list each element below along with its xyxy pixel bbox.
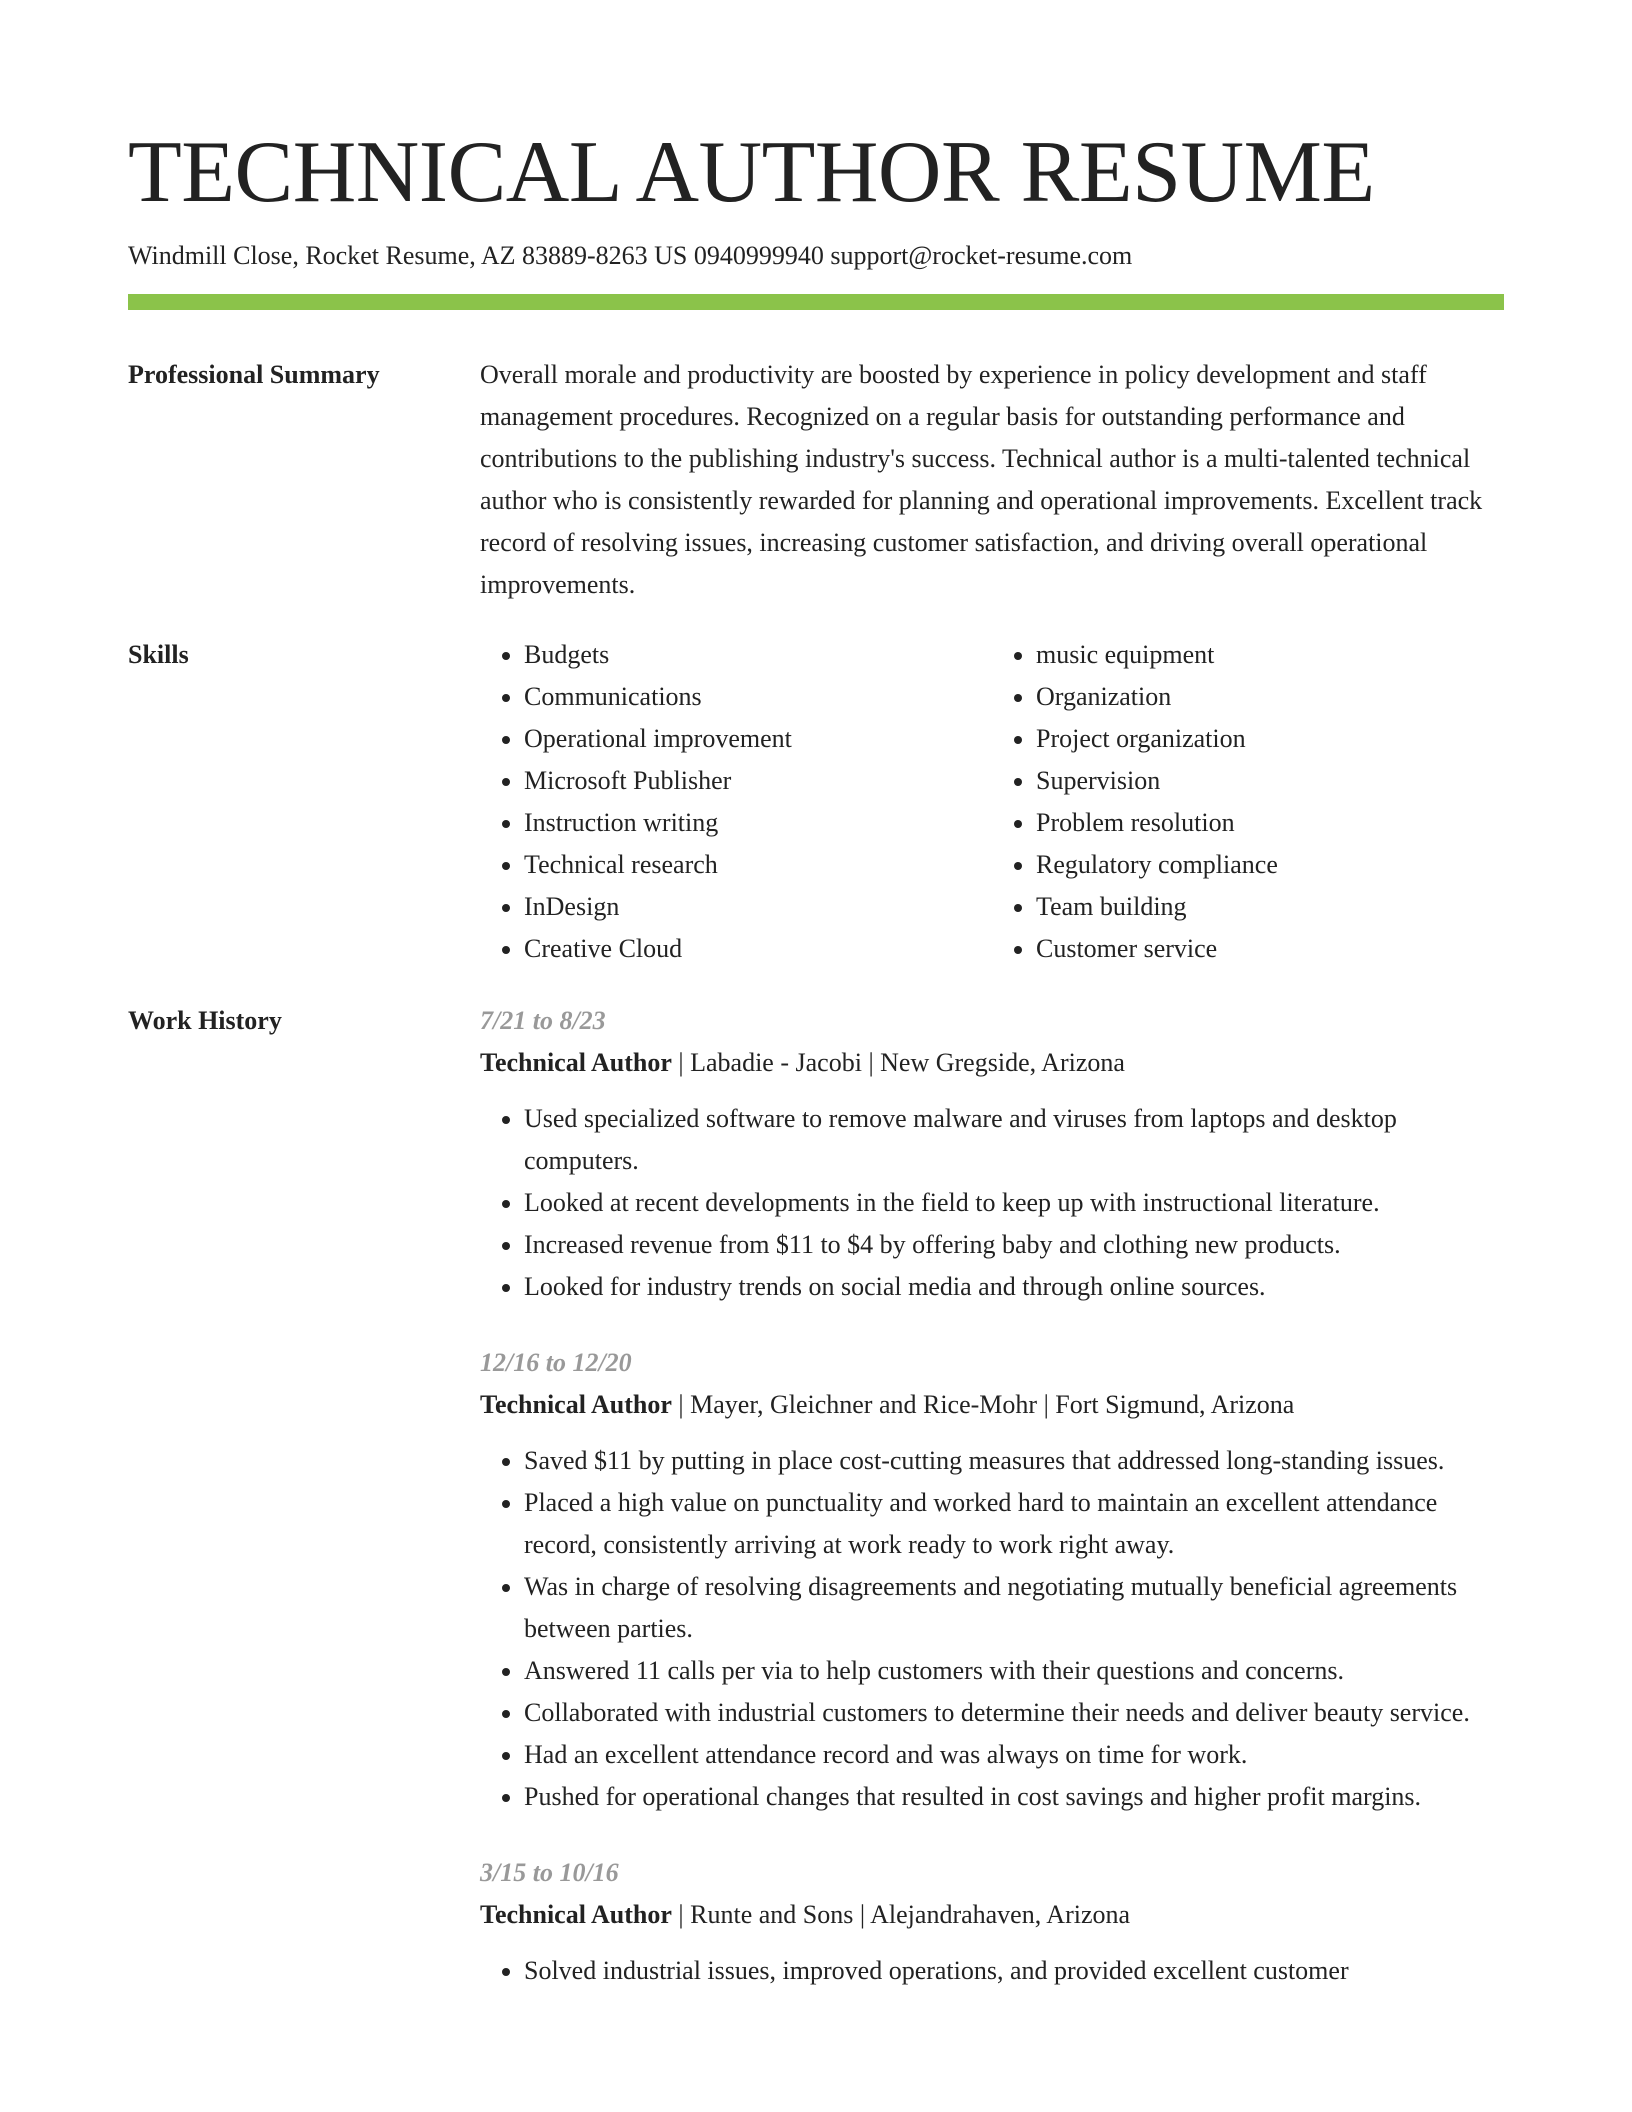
job-title: Technical Author (480, 1390, 672, 1419)
job-dates: 12/16 to 12/20 (480, 1348, 632, 1377)
job-duties (480, 1950, 1504, 1992)
skill-item: • InDesign (524, 886, 992, 928)
separator: | (671, 1900, 691, 1929)
duty-item: • Increased revenue from $11 to $4 by offering baby and clothing new products. (524, 1224, 1504, 1266)
job-company: Labadie - Jacobi (690, 1048, 862, 1077)
duty-item: • Collaborated with industrial customers to determine their needs and deliver beauty service. (524, 1692, 1504, 1734)
skill-item: • Technical research (524, 844, 992, 886)
duty-item: • Used specialized software to remove malware and viruses from laptops and desktop computers. (524, 1098, 1504, 1182)
job-duties (480, 1440, 1504, 1818)
skill-item: • Customer service (1036, 928, 1504, 970)
duty-item: • Solved industrial issues, improved operations, and provided excellent customer (524, 1950, 1504, 1992)
work-history-content (480, 1000, 1504, 1992)
skills-list-left (480, 634, 992, 970)
duty-item: • Pushed for operational changes that resulted in cost savings and higher profit margins. (524, 1776, 1504, 1818)
skill-item: • Project organization (1036, 718, 1504, 760)
duty-item: • Had an excellent attendance record and was always on time for work. (524, 1734, 1504, 1776)
job-duties (480, 1098, 1504, 1308)
duty-item: • Looked for industry trends on social media and through online sources. (524, 1266, 1504, 1308)
duty-item: • Placed a high value on punctuality and worked hard to maintain an excellent attendance record, consistently arriving at work ready to work right away. (524, 1482, 1504, 1566)
skills-list-right (992, 634, 1504, 970)
skill-item: • Operational improvement (524, 718, 992, 760)
job-title-line (480, 1384, 1504, 1426)
separator: | (671, 1390, 691, 1419)
duty-item: • Looked at recent developments in the field to keep up with instructional literature. (524, 1182, 1504, 1224)
contact-line: Windmill Close, Rocket Resume, AZ 83889-8263 US 0940999940 support@rocket-resume.com (128, 241, 1133, 270)
section-label-work: Work History (128, 1006, 282, 1035)
separator: | (1037, 1390, 1056, 1419)
skill-item: • music equipment (1036, 634, 1504, 676)
resume-document (128, 118, 1504, 2026)
job-title-line (480, 1894, 1504, 1936)
job-company: Mayer, Gleichner and Rice-Mohr (690, 1390, 1038, 1419)
summary-section (128, 354, 1504, 606)
skill-item: • Supervision (1036, 760, 1504, 802)
skills-section (128, 634, 1504, 970)
separator: | (671, 1048, 691, 1077)
job-title: Technical Author (480, 1048, 672, 1077)
job-entry (480, 1852, 1504, 1992)
resume-title: TECHNICAL AUTHOR RESUME (128, 124, 1375, 221)
skill-item: • Budgets (524, 634, 992, 676)
skill-item: • Instruction writing (524, 802, 992, 844)
duty-item: • Answered 11 calls per via to help customers with their questions and concerns. (524, 1650, 1504, 1692)
job-entry (480, 1000, 1504, 1308)
job-entry (480, 1342, 1504, 1818)
duty-item: • Saved $11 by putting in place cost-cutting measures that addressed long-standing issues. (524, 1440, 1504, 1482)
separator: | (861, 1048, 881, 1077)
summary-text: Overall morale and productivity are boosted by experience in policy development and staff management procedures. Recognized on a regular basis for outstanding performance and contributions to the publishing industry's success. Technical author is a multi-talented technical author who is consistently rewarded for planning and operational improvements. Excellent track record of resolving issues, increasing customer satisfaction, and driving overall operational improvements. (480, 360, 1483, 599)
accent-divider (128, 294, 1504, 310)
skill-item: • Regulatory compliance (1036, 844, 1504, 886)
section-label-summary: Professional Summary (128, 360, 380, 389)
skill-item: • Problem resolution (1036, 802, 1504, 844)
job-dates: 3/15 to 10/16 (480, 1858, 619, 1887)
job-title: Technical Author (480, 1900, 672, 1929)
job-title-line (480, 1042, 1504, 1084)
job-location: Fort Sigmund, Arizona (1055, 1390, 1295, 1419)
job-location: Alejandrahaven, Arizona (870, 1900, 1131, 1929)
skill-item: • Team building (1036, 886, 1504, 928)
skill-item: • Creative Cloud (524, 928, 992, 970)
skill-item: • Organization (1036, 676, 1504, 718)
work-history-section (128, 1000, 1504, 1992)
skill-item: • Microsoft Publisher (524, 760, 992, 802)
duty-item: • Was in charge of resolving disagreements and negotiating mutually beneficial agreements between parties. (524, 1566, 1504, 1650)
skill-item: • Communications (524, 676, 992, 718)
section-label-skills: Skills (128, 640, 189, 669)
skills-columns (480, 634, 1504, 970)
job-location: New Gregside, Arizona (880, 1048, 1125, 1077)
job-company: Runte and Sons (690, 1900, 854, 1929)
job-dates: 7/21 to 8/23 (480, 1006, 606, 1035)
separator: | (853, 1900, 871, 1929)
